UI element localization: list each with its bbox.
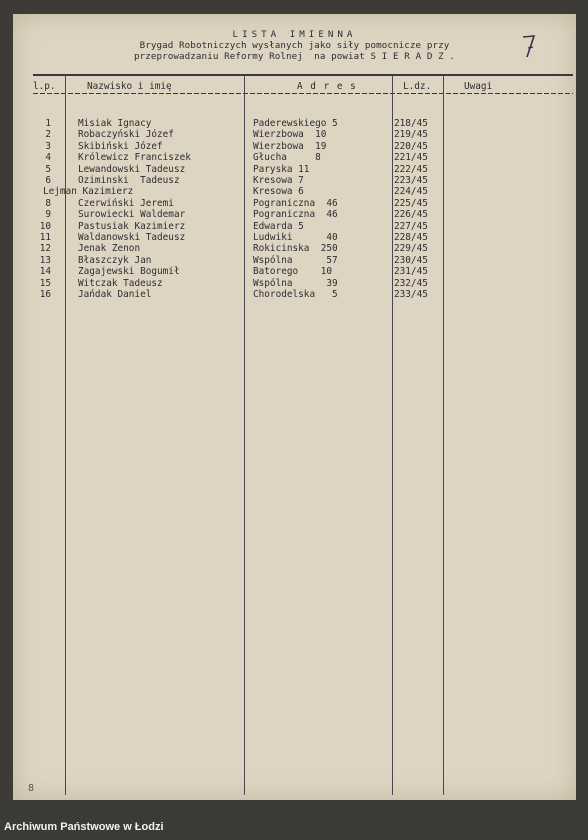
row-number: 3 — [45, 140, 51, 152]
table-row — [13, 186, 576, 197]
column-header-remarks: Uwagi — [464, 81, 493, 92]
row-address: Ludwiki 40 — [253, 232, 338, 243]
row-ldz: 227/45 — [394, 220, 428, 232]
row-ldz: 232/45 — [394, 277, 428, 289]
row-name: Waldanowski Tadeusz — [78, 232, 186, 243]
table-row — [13, 175, 576, 186]
header-top-rule — [33, 74, 573, 76]
row-ldz: 223/45 — [394, 175, 428, 186]
row-name: Lewandowski Tadeusz — [78, 163, 186, 175]
row-number: 1 — [45, 118, 51, 129]
county-name: S I E R A D Z . — [370, 51, 455, 62]
row-ldz: 222/45 — [394, 163, 428, 175]
row-name: Witczak Tadeusz — [78, 277, 163, 289]
table-row — [13, 141, 576, 152]
row-number: 14 — [39, 266, 51, 278]
row-name: Misiak Ignacy — [78, 118, 152, 129]
row-name: Czerwiński Jeremi — [78, 197, 174, 209]
row-name: Jańdak Daniel — [78, 289, 152, 300]
row-address: Kresowa 7 — [253, 175, 304, 186]
row-name: Lejman Kazimierz — [43, 186, 134, 198]
row-number: 9 — [45, 209, 51, 221]
column-header-address: A d r e s — [297, 81, 357, 92]
column-header-name: Nazwisko i imię — [87, 81, 172, 92]
row-address: Głucha 8 — [253, 152, 321, 164]
row-address: Paryska 11 — [253, 163, 310, 175]
table-row — [13, 209, 576, 220]
row-number: 15 — [39, 277, 51, 289]
row-name: Błaszczyk Jan — [78, 254, 152, 266]
row-address: Wspólna 57 — [253, 254, 338, 266]
row-name: Zagajewski Bogumił — [78, 266, 180, 278]
table-row — [13, 198, 576, 209]
row-address: Edwarda 5 — [253, 220, 304, 232]
document-subtitle-2 — [13, 51, 576, 62]
table-row — [13, 255, 576, 266]
row-name: Jenak Zenon — [78, 243, 141, 255]
handwritten-page-number — [519, 33, 539, 63]
table-row — [13, 152, 576, 163]
row-ldz: 218/45 — [394, 118, 428, 129]
row-number: 6 — [45, 175, 51, 186]
row-address: Wierzbowa 10 — [253, 129, 327, 141]
table-row — [13, 164, 576, 175]
column-header-ldz: L.dz. — [403, 81, 432, 92]
archive-footer — [0, 812, 588, 840]
document-sheet — [13, 14, 576, 800]
archive-label: Archiwum Państwowe w Łodzi — [4, 821, 164, 833]
row-address: Kresowa 6 — [253, 186, 304, 198]
row-address: Paderewskiego 5 — [253, 118, 338, 129]
table-row — [13, 243, 576, 254]
row-ldz: 221/45 — [394, 152, 428, 164]
row-number: 13 — [39, 254, 51, 266]
row-ldz: 230/45 — [394, 254, 428, 266]
row-name: Pastusiak Kazimierz — [78, 220, 186, 232]
row-name: Oziminski Tadeusz — [78, 175, 180, 186]
row-number: 10 — [39, 220, 51, 232]
row-ldz: 228/45 — [394, 232, 428, 243]
document-title: LISTA IMIENNA — [232, 29, 357, 40]
table-row — [13, 129, 576, 140]
table-row — [13, 289, 576, 300]
row-address: Batorego 10 — [253, 266, 333, 278]
row-name: Surowiecki Waldemar — [78, 209, 186, 221]
table-row — [13, 232, 576, 243]
row-ldz: 225/45 — [394, 197, 428, 209]
row-address: Rokicinska 250 — [253, 243, 338, 255]
row-ldz: 220/45 — [394, 140, 428, 152]
row-ldz: 229/45 — [394, 243, 428, 255]
corner-mark: 8 — [28, 783, 35, 794]
row-ldz: 231/45 — [394, 266, 428, 278]
row-ldz: 224/45 — [394, 186, 428, 198]
table-row — [13, 221, 576, 232]
table-row — [13, 118, 576, 129]
row-name: Skibiński Józef — [78, 140, 163, 152]
row-ldz: 219/45 — [394, 129, 428, 141]
row-name: Robaczyński Józef — [78, 129, 174, 141]
row-address: Pograniczna 46 — [253, 197, 338, 209]
row-number: 4 — [45, 152, 51, 164]
document-subtitle: Brygad Robotniczych wysłanych jako siły pomocnicze przy — [139, 40, 450, 51]
row-address: Pograniczna 46 — [253, 209, 338, 221]
row-address: Wierzbowa 19 — [253, 140, 327, 152]
table-row — [13, 266, 576, 277]
row-address: Wspólna 39 — [253, 277, 338, 289]
row-number: 16 — [39, 289, 51, 300]
subtitle-prefix: przeprowadzaniu Reformy Rolnej na powiat — [133, 51, 365, 62]
row-ldz: 226/45 — [394, 209, 428, 221]
row-ldz: 233/45 — [394, 289, 428, 300]
row-number: 5 — [45, 163, 51, 175]
row-number: 8 — [45, 197, 51, 209]
column-header-lp: l.p. — [33, 81, 56, 92]
header-bottom-rule — [33, 93, 573, 94]
table-row — [13, 278, 576, 289]
row-number: 11 — [39, 232, 51, 243]
row-number: 12 — [39, 243, 51, 255]
row-number: 2 — [45, 129, 51, 141]
row-address: Chorodelska 5 — [253, 289, 338, 300]
row-name: Królewicz Franciszek — [78, 152, 191, 164]
